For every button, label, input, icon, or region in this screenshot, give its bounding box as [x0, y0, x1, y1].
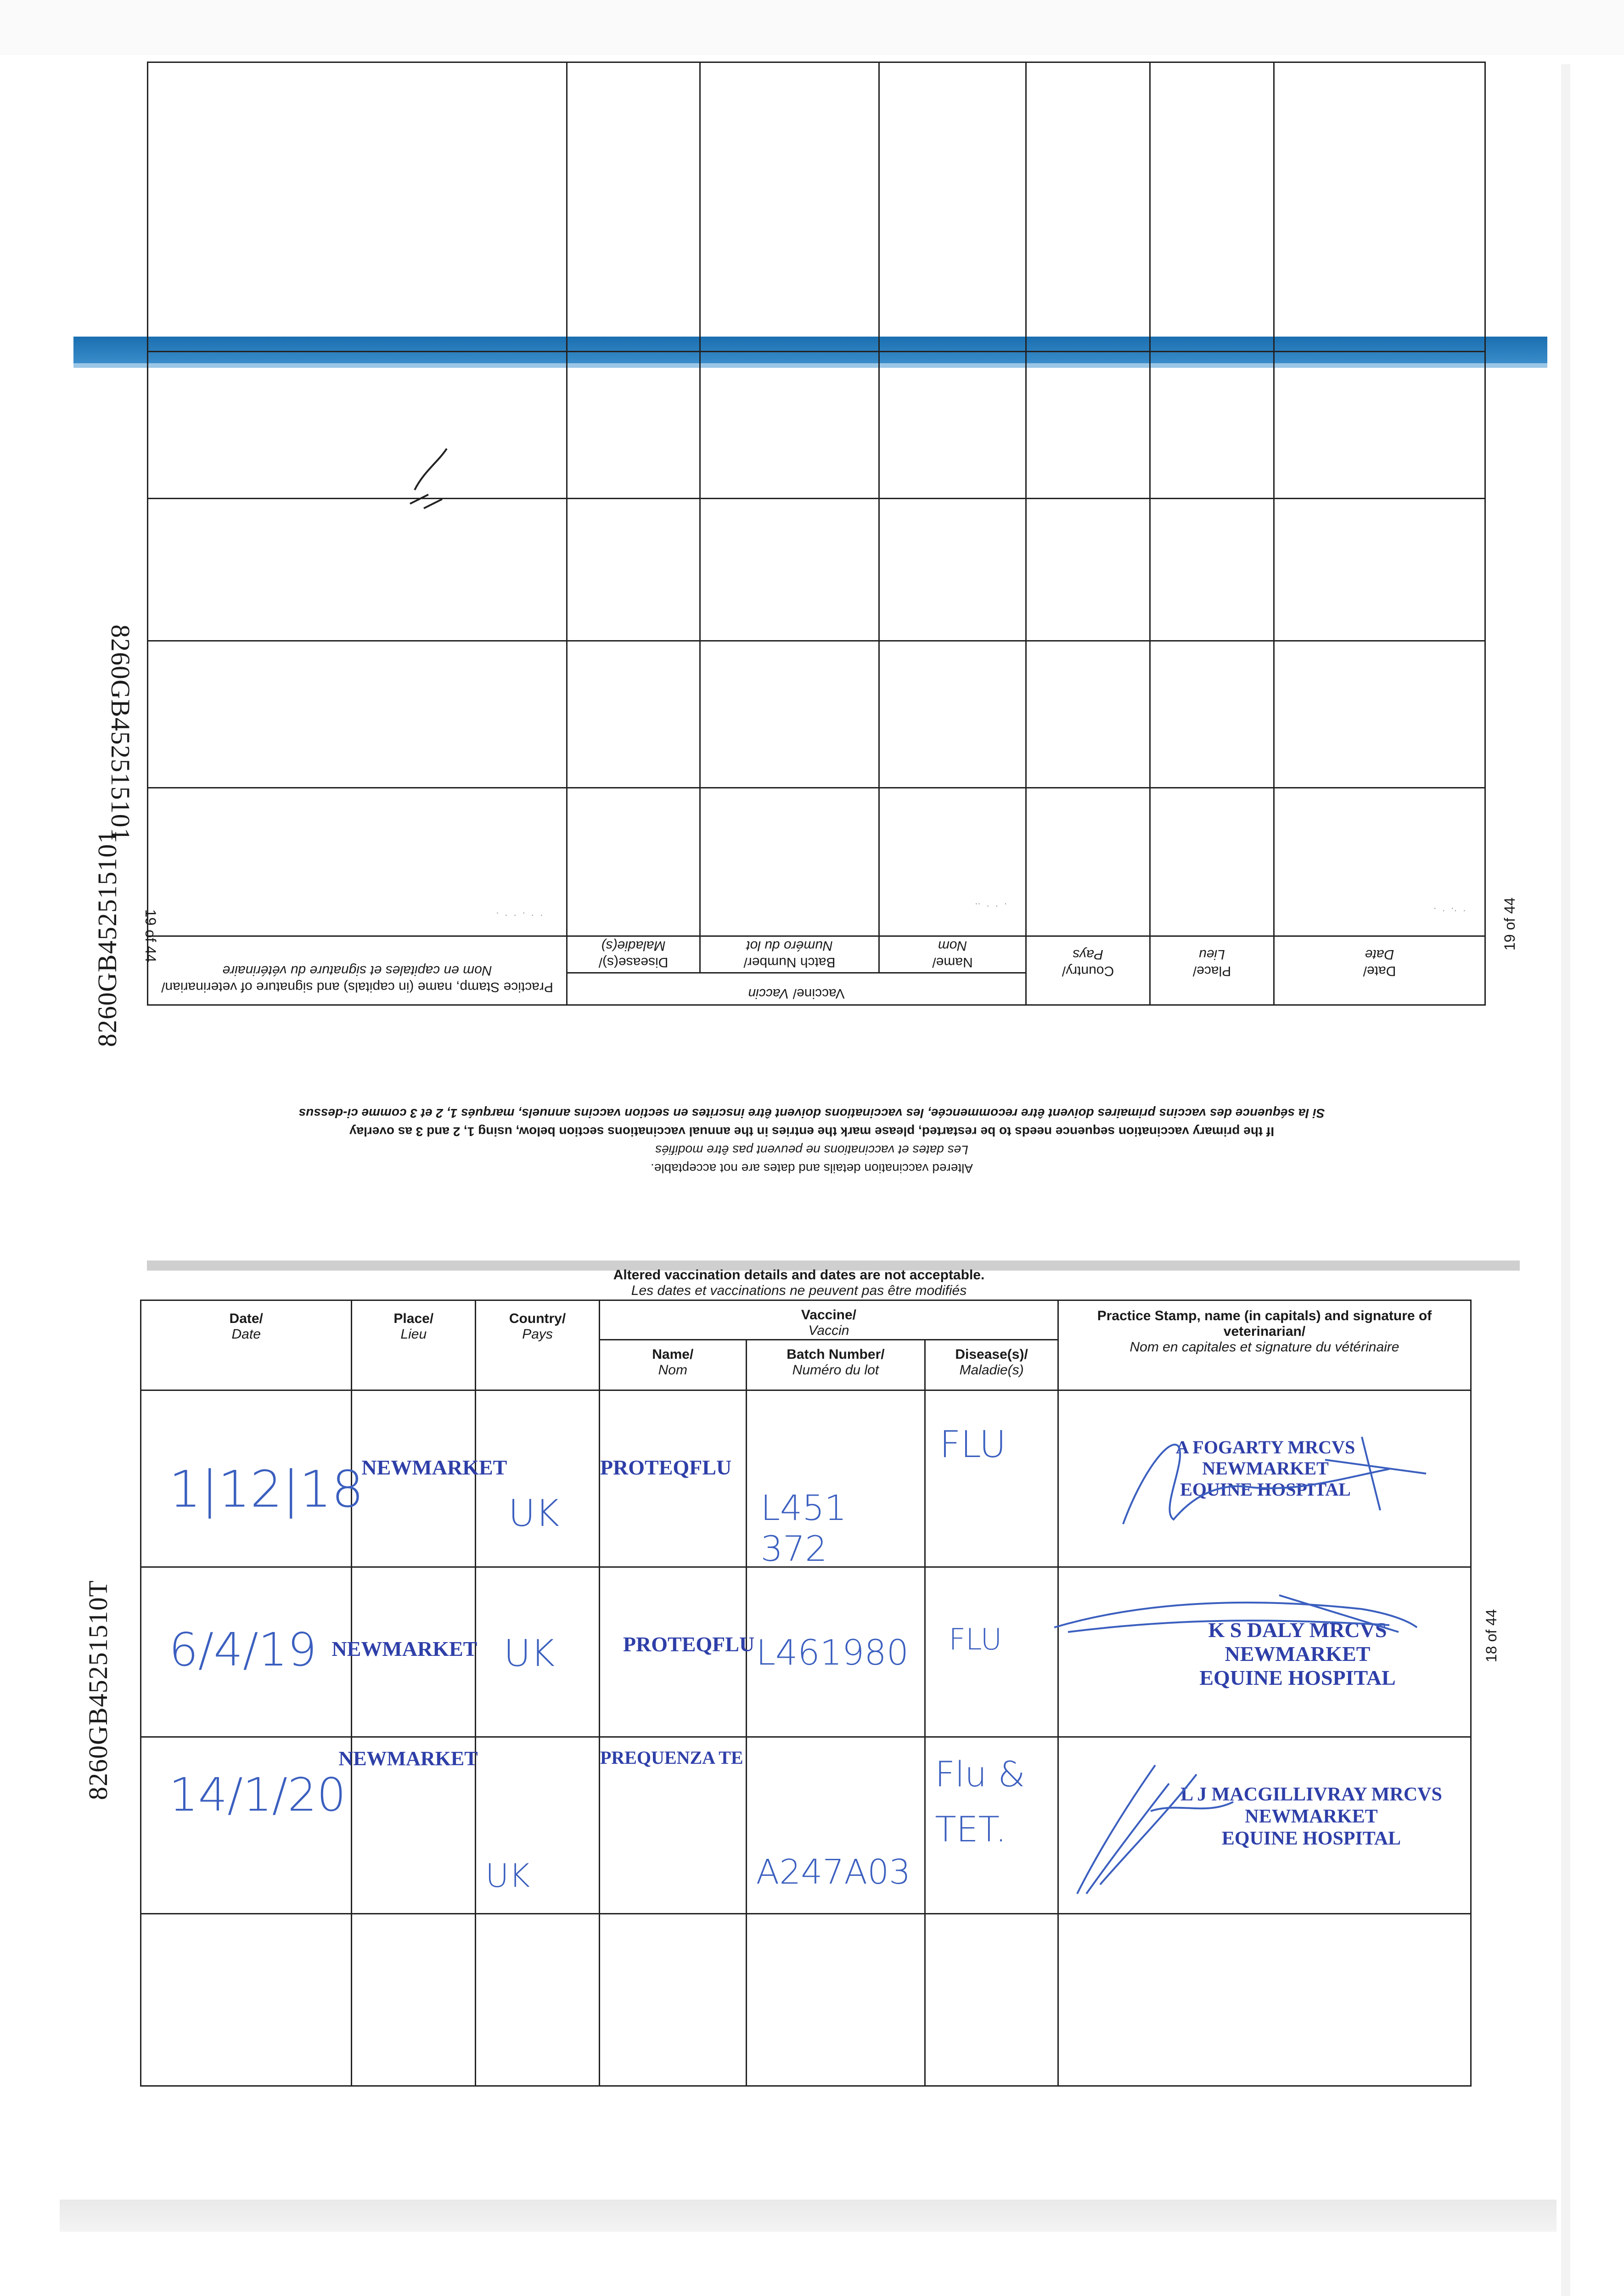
row4-name-cell	[599, 1914, 746, 2086]
lower-header-batch	[746, 1340, 925, 1390]
row2-name-cell	[599, 1567, 755, 1737]
upper-bleed-text: . · · ..	[975, 901, 1007, 912]
row1-date: 1|12|18	[169, 1460, 364, 1519]
lower-altered-fr: Les dates et vaccinations ne peuvent pas être modifiés	[631, 1283, 967, 1298]
lower-vaccination-table	[140, 1300, 1472, 2087]
row2-stamp-line2: NEWMARKET	[1225, 1642, 1371, 1666]
upper-row-divider	[148, 351, 1484, 352]
upper-header-country-en: Country/	[1062, 963, 1114, 979]
row2-signature	[1040, 1577, 1454, 1650]
table-row	[141, 1737, 1471, 1914]
lower-header-vaccine-en: Vaccine/	[801, 1307, 856, 1322]
row1-stamp-line2: NEWMARKET	[1202, 1458, 1329, 1479]
upper-header-name-en: Name/	[932, 955, 973, 970]
scan-bottom-shadow	[60, 2200, 1557, 2232]
upper-header-batch-fr: Numéro du lot	[746, 938, 833, 953]
upper-id-code-visible: 8260GB452515101	[92, 830, 122, 1047]
row2-disease: FLU	[949, 1623, 1002, 1657]
row1-country-cell	[476, 1390, 600, 1567]
upper-header-disease	[566, 935, 699, 972]
upper-col-date	[1273, 63, 1484, 935]
row3-stamp-cell	[1058, 1737, 1471, 1914]
upper-header-vaccine-fr: Vaccin	[748, 986, 789, 1001]
lower-header-disease-fr: Maladie(s)	[959, 1362, 1024, 1378]
row3-country: UK	[485, 1857, 530, 1895]
row2-stamp-cell	[1058, 1567, 1471, 1737]
row3-place: NEWMARKET	[338, 1747, 478, 1770]
row2-date-cell	[141, 1567, 352, 1737]
upper-bleed-text: · ·. · .	[1433, 906, 1466, 917]
row2-batch: L461980	[756, 1632, 909, 1673]
row1-name: PROTEQFLU	[600, 1456, 732, 1479]
row2-batch-cell	[746, 1567, 925, 1737]
upper-header-place	[1149, 935, 1273, 1004]
row2-country-cell	[476, 1567, 600, 1737]
row3-stamp-line2: NEWMARKET	[1245, 1806, 1378, 1827]
row3-date-cell	[141, 1737, 352, 1914]
lower-header-country-en: Country/	[509, 1311, 566, 1326]
upper-header-date-en: Date/	[1363, 963, 1396, 979]
upper-header-practice-fr: Nom en capitales et signature du vétérinaire	[222, 963, 492, 978]
row1-disease-cell	[925, 1390, 1058, 1567]
lower-header-date-fr: Date	[231, 1327, 261, 1342]
row3-name-cell	[599, 1737, 746, 1914]
upper-col-disease	[566, 63, 699, 935]
row1-name-cell	[599, 1390, 746, 1567]
upper-header-disease-en: Disease(s)/	[598, 955, 669, 970]
lower-header-place	[352, 1300, 476, 1390]
lower-header-disease	[925, 1340, 1058, 1390]
lower-header-name	[599, 1340, 746, 1390]
row1-place: NEWMARKET	[361, 1456, 507, 1479]
upper-row-divider	[148, 787, 1484, 788]
upper-header-name	[878, 935, 1025, 972]
lower-altered-notice	[579, 1267, 1019, 1299]
row1-stamp-line1: A FOGARTY MRCVS	[1175, 1437, 1355, 1458]
lower-header-country-fr: Pays	[522, 1327, 553, 1342]
upper-page-number-visible: 19 of 44	[1501, 897, 1518, 951]
lower-id-code: 8260GB45251510T	[83, 1580, 113, 1800]
row3-date: 14/1/20	[169, 1768, 346, 1822]
upper-row-divider	[148, 498, 1484, 499]
upper-header-date	[1273, 935, 1484, 1004]
lower-header-batch-en: Batch Number/	[787, 1347, 885, 1362]
upper-header-country-fr: Pays	[1073, 947, 1103, 962]
lower-header-practice-en2: veterinarian/	[1223, 1324, 1306, 1339]
row3-country-cell	[476, 1737, 600, 1914]
row3-place-cell	[338, 1737, 478, 1914]
row3-disease: Flu & TET.	[935, 1754, 1025, 1850]
row1-place-cell	[352, 1390, 507, 1567]
lower-header-practice-en: Practice Stamp, name (in capitals) and signature of	[1097, 1308, 1432, 1323]
upper-altered-fr: Les dates et vaccinations ne peuvent pas être modifiés	[655, 1143, 968, 1157]
upper-instructions-fr: Si la séquence des vaccins primaires doivent être recommencée, les vaccinations doivent être inscrites en section vaccins annuels, marqués 1, 2 et 3 comme ci-dessus	[298, 1106, 1325, 1120]
upper-col-name	[878, 63, 1025, 935]
row3-stamp-line3: EQUINE HOSPITAL	[1221, 1828, 1401, 1849]
upper-header-practice	[148, 935, 566, 1004]
upper-page-number: 19 of 44	[142, 909, 159, 962]
upper-row-divider	[148, 640, 1484, 642]
row1-date-cell	[141, 1390, 364, 1567]
upper-header-batch	[699, 935, 878, 972]
lower-header-name-fr: Nom	[658, 1362, 687, 1378]
lower-header-country	[476, 1300, 600, 1390]
upper-vaccination-table	[147, 62, 1486, 1006]
upper-header-batch-en: Batch Number/	[743, 955, 836, 970]
row1-batch-cell	[746, 1390, 925, 1567]
lower-header-date	[141, 1300, 352, 1390]
row4-country-cell	[476, 1914, 600, 2086]
upper-altered-en: Altered vaccination details and dates are not acceptable.	[651, 1161, 973, 1176]
upper-header-country	[1025, 935, 1149, 1004]
upper-bleed-text: · · . · · .	[496, 910, 543, 922]
row3-name: PREQUENZA TE	[600, 1747, 743, 1768]
upper-col-batch	[699, 63, 878, 935]
row4-disease-cell	[925, 1914, 1058, 2086]
row2-place: NEWMARKET	[332, 1637, 478, 1660]
row2-date: 6/4/19	[169, 1623, 317, 1677]
row4-place-cell	[352, 1914, 476, 2086]
upper-header-vaccine	[566, 972, 1025, 1004]
row1-disease: FLU	[939, 1423, 1006, 1466]
row2-disease-cell	[925, 1567, 1058, 1737]
row3-stamp-line1: L J MACGILLIVRAY MRCVS	[1180, 1784, 1442, 1805]
row1-batch: L451 372	[760, 1487, 847, 1569]
row2-stamp-line3: EQUINE HOSPITAL	[1199, 1666, 1396, 1689]
upper-header-date-fr: Date	[1365, 947, 1394, 962]
lower-header-place-fr: Lieu	[400, 1327, 427, 1342]
upper-header-place-fr: Lieu	[1199, 947, 1225, 962]
row1-country: UK	[508, 1492, 560, 1535]
lower-header-date-en: Date/	[229, 1311, 263, 1326]
lower-header-vaccine-fr: Vaccin	[808, 1323, 849, 1338]
row2-country: UK	[504, 1632, 555, 1675]
table-row	[141, 1914, 1471, 2086]
row2-name: PROTEQFLU	[623, 1632, 755, 1656]
lower-header-practice	[1058, 1300, 1471, 1390]
row2-place-cell	[332, 1567, 478, 1737]
upper-pen-mark	[401, 444, 456, 518]
row1-stamp-line3: EQUINE HOSPITAL	[1180, 1479, 1351, 1500]
upper-col-place	[1149, 63, 1273, 935]
row3-signature	[1059, 1747, 1270, 1903]
upper-header-name-fr: Nom	[938, 938, 967, 953]
lower-page-number: 18 of 44	[1483, 1609, 1500, 1662]
upper-instructions-en: If the primary vaccination sequence needs to be restarted, please mark the entries in the annual vaccinations section below, using 1, 2 and 3 as overlay	[349, 1125, 1275, 1139]
row1-signature	[1105, 1418, 1435, 1538]
lower-header-practice-fr: Nom en capitales et signature du vétérinaire	[1129, 1339, 1399, 1355]
lower-header-place-en: Place/	[393, 1311, 434, 1326]
table-row	[141, 1567, 1471, 1737]
table-row	[141, 1390, 1471, 1567]
row3-disease-cell	[925, 1737, 1058, 1914]
row3-batch-cell	[746, 1737, 925, 1914]
row1-stamp-cell	[1058, 1390, 1471, 1567]
upper-header-place-en: Place/	[1192, 963, 1231, 979]
upper-header-vaccine-en: Vaccine/	[792, 986, 845, 1001]
lower-header-vaccine	[599, 1300, 1058, 1340]
row3-batch: A247A03	[756, 1852, 911, 1892]
lower-header-disease-en: Disease(s)/	[955, 1347, 1028, 1362]
lower-header-name-en: Name/	[652, 1347, 694, 1362]
row4-batch-cell	[746, 1914, 925, 2086]
upper-col-country	[1025, 63, 1149, 935]
row2-stamp-line1: K S DALY MRCVS	[1208, 1618, 1387, 1642]
row4-date-cell	[141, 1914, 352, 2086]
upper-header-practice-en: Practice Stamp, name (in capitals) and signature of veterinarian/	[161, 979, 553, 995]
upper-header-disease-fr: Maladie(s)	[601, 938, 666, 953]
upper-id-code: 8260GB452515101	[106, 625, 135, 842]
row4-stamp-cell	[1058, 1914, 1471, 2086]
lower-header-batch-fr: Numéro du lot	[792, 1362, 879, 1378]
lower-altered-en: Altered vaccination details and dates are not acceptable.	[613, 1267, 985, 1283]
